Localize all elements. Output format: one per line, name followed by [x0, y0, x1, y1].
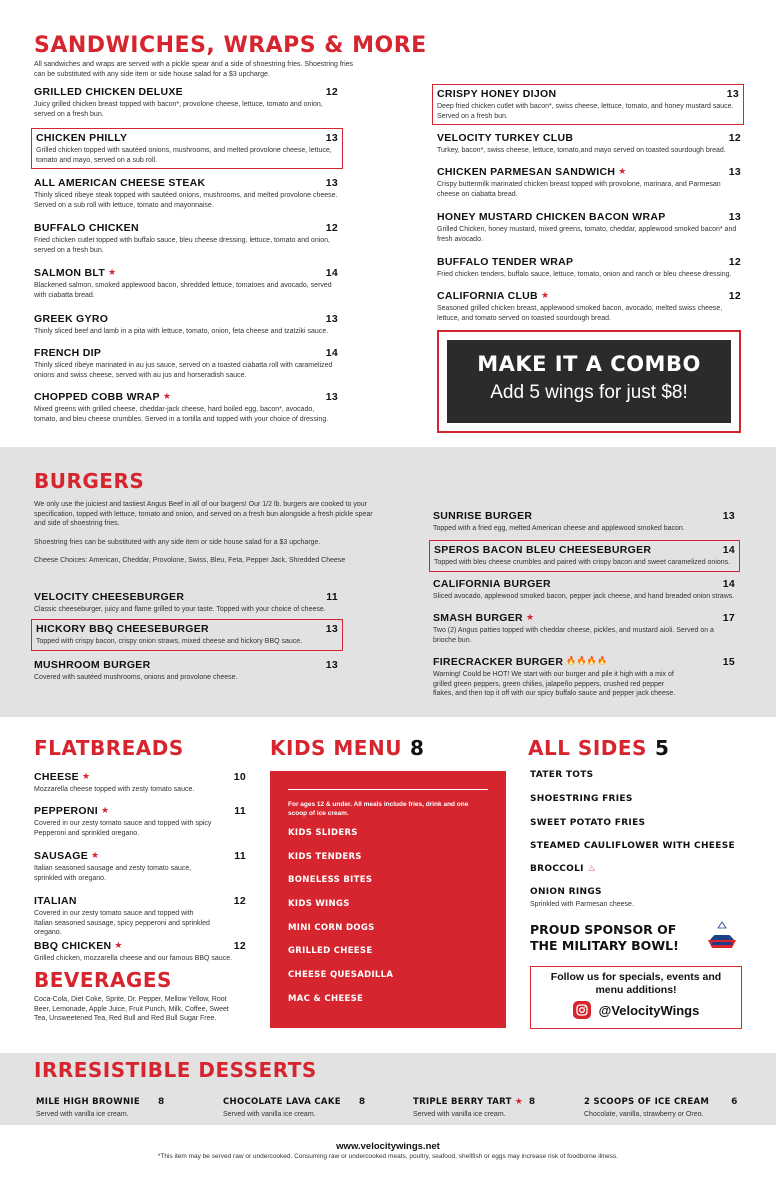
item-price: 13: [325, 177, 338, 189]
dessert-item: [584, 1091, 737, 1118]
item-price: 10: [233, 771, 246, 783]
item-price: 12: [728, 132, 741, 144]
pepper-icon: ♨: [587, 864, 597, 874]
item-name: CALIFORNIA CLUB: [437, 290, 538, 302]
item-name: BUFFALO CHICKEN: [34, 222, 139, 234]
item-description: Grilled Chicken, honey mustard, mixed greens, tomato, cheddar, applewood smoked bacon* and fresh avocado.: [437, 226, 737, 243]
kids-menu-title-text: KIDS MENU: [270, 736, 402, 760]
item-name: GREEK GYRO: [34, 313, 109, 325]
divider: [288, 789, 488, 790]
item-name: FRENCH DIP: [34, 347, 102, 359]
item-price: 11: [234, 805, 246, 817]
item-price: 6: [731, 1097, 738, 1107]
menu-item: [437, 211, 741, 244]
list-item: KIDS WINGS: [288, 899, 350, 910]
item-price: 12: [728, 290, 741, 302]
item-price: 14: [722, 578, 735, 590]
item-price: 13: [728, 211, 741, 223]
item-price: 12: [728, 256, 741, 268]
sides-title: [528, 736, 669, 760]
item-description: Grilled chicken topped with sautéed onions, mushrooms, and melted provolone cheese, lettuce, tomato and mayo, served on a sub roll.: [36, 147, 332, 164]
item-description: Served with vanilla ice cream.: [413, 1111, 506, 1118]
star-icon: ★: [618, 166, 627, 176]
item-price: 11: [326, 591, 338, 603]
list-item: MINI CORN DOGS: [288, 922, 375, 933]
item-price: 13: [728, 166, 741, 178]
instagram-handle: @VelocityWings: [598, 1002, 700, 1018]
item-name: VELOCITY TURKEY CLUB: [437, 132, 574, 144]
item-name: SPEROS BACON BLEU CHEESEBURGER: [434, 544, 652, 556]
item-name: FIRECRACKER BURGER: [433, 656, 564, 668]
list-item: GRILLED CHEESE: [288, 946, 373, 957]
instagram-icon: [573, 1001, 591, 1019]
menu-item: [437, 166, 741, 199]
menu-item: [34, 850, 246, 883]
list-item: MAC & CHEESE: [288, 993, 364, 1004]
beverages-title: BEVERAGES: [34, 968, 172, 992]
item-description: Warning! Could be HOT! We start with our burger and pile it high with a mix of grilled green peppers, green chilies, jalapeño peppers, crushed red pepper flakes, and then top it off with our spicy buffalo sauce and pepper jack cheese.: [433, 671, 676, 698]
menu-item: [34, 86, 338, 119]
item-price: 8: [528, 1097, 536, 1107]
burgers-intro-text: We only use the juiciest and tastiest Angus Beef in all of our burgers! Our 1/2 lb. burgers are cooked to your specification, topped with lettuce, tomato and onion, and served on a fresh bun alongside a fresh pickle spear and side of shoestring fries.: [34, 501, 373, 528]
item-price: 13: [325, 391, 338, 403]
menu-item-highlighted: [31, 619, 343, 651]
list-item-label: BROCCOLI: [530, 864, 584, 874]
item-description: Fried chicken cutlet topped with buffalo sauce, bleu cheese dressing, lettuce, tomato and onion, served on a fresh bun.: [34, 237, 330, 254]
item-price: 8: [358, 1097, 366, 1107]
item-description: Turkey, bacon*, swiss cheese, lettuce, tomato,and mayo served on toasted sourdough bread.: [437, 147, 726, 154]
item-price: 13: [722, 510, 735, 522]
item-name: CRISPY HONEY DIJON: [437, 88, 557, 100]
item-description: Chocolate, vanilla, strawberry or Oreo.: [584, 1111, 704, 1118]
combo-promo-panel: [447, 340, 731, 423]
item-name: CHICKEN PARMESAN SANDWICH: [437, 166, 616, 178]
flame-icon: 🔥🔥🔥🔥: [566, 656, 608, 665]
sponsor-text: [530, 922, 679, 954]
item-price: 13: [726, 88, 739, 100]
star-icon: ★: [114, 940, 123, 950]
star-icon: ★: [514, 1096, 523, 1106]
star-icon: ★: [100, 805, 110, 815]
item-price: 13: [325, 659, 338, 671]
item-name: SALMON BLT: [34, 267, 106, 279]
list-item: KIDS TENDERS: [288, 851, 362, 862]
item-description: Topped with crispy bacon, crispy onion straws, mixed cheese and hickory BBQ sauce.: [36, 638, 303, 645]
burgers-substitution-note: Shoestring fries can be substituted with any side item or side house salad for a $3 upcharge.: [34, 538, 321, 546]
list-item: [530, 864, 596, 874]
star-icon: ★: [91, 850, 100, 860]
item-description: Covered in our zesty tomato sauce and topped with spicy Pepperoni and sprinkled oregano.: [34, 820, 212, 837]
menu-item: [34, 313, 338, 337]
beverages-list: Coca-Cola, Diet Coke, Sprite, Dr. Pepper, Mellow Yellow, Root Beer, Lemonade, Apple Juice, Fruit Punch, Milk, Coffee, Sweet Tea, Unsweetened Tea, Red Bull and Red Bull Sugar Free.: [34, 996, 229, 1023]
item-name: BUFFALO TENDER WRAP: [437, 256, 574, 268]
sides-title-text: ALL SIDES: [528, 736, 647, 760]
menu-item: [433, 510, 735, 534]
item-description: Juicy grilled chicken breast topped with bacon*, provolone cheese, lettuce, tomato and onion, served on a fresh bun.: [34, 101, 323, 118]
list-item: ONION RINGS: [530, 887, 602, 897]
item-description: Sliced avocado, applewood smoked bacon, pepper jack cheese, and hand breaded onion straws.: [433, 593, 735, 600]
item-description: Topped with bleu cheese crumbles and paired with crispy bacon and sweet caramelized onions.: [434, 559, 731, 566]
item-description: Seasoned grilled chicken breast, applewood smoked bacon, avocado, melted swiss cheese, lettuce, and tomato served on toasted sourdough bread.: [437, 305, 723, 322]
menu-item: [34, 391, 338, 424]
instagram-link[interactable]: [531, 1001, 741, 1019]
item-price: 15: [722, 656, 735, 668]
item-price: 13: [325, 313, 338, 325]
item-price: 12: [325, 86, 338, 98]
list-item: BONELESS BITES: [288, 875, 373, 886]
item-description: Covered in our zesty tomato sauce and topped with Italian seasoned sausage, spicy pepperoni and sprinkled oregano.: [34, 910, 210, 937]
item-description: Grilled chicken, mozzarella cheese and our famous BBQ sauce.: [34, 955, 233, 962]
kids-menu-title: [270, 736, 424, 760]
item-name: MUSHROOM BURGER: [34, 659, 151, 671]
menu-item: [433, 578, 735, 602]
disclaimer: *This item may be served raw or undercooked. Consuming raw or undercooked meats, poultry, seafood, shellfish or eggs may increase risk of foodborne illness.: [157, 1153, 619, 1160]
item-name: 2 SCOOPS OF ICE CREAM: [584, 1097, 710, 1107]
website-link[interactable]: www.velocitywings.net: [336, 1141, 440, 1152]
item-description: Mixed greens with grilled cheese, cheddar-jack cheese, hard boiled egg, bacon*, avocado, tomato, and bleu cheese crumbles. Served in a tortilla and topped with your choice of dressing.: [34, 406, 329, 423]
item-description: Served with vanilla ice cream.: [223, 1111, 316, 1118]
item-description: Blackened salmon, smoked applewood bacon, shredded lettuce, tomatoes and avocado, served with ciabatta bread.: [34, 282, 332, 299]
item-description: Topped with a fried egg, melted American cheese and applewood smoked bacon.: [433, 525, 685, 532]
menu-item: [34, 347, 338, 380]
item-price: 13: [325, 132, 338, 144]
menu-item: [34, 267, 338, 300]
dessert-item: [223, 1091, 365, 1118]
item-description: Sprinkled with Parmesan cheese.: [530, 901, 634, 908]
item-description: Classic cheeseburger, juicy and flame grilled to your taste. Topped with your choice of cheese.: [34, 606, 326, 613]
item-price: 14: [325, 347, 338, 359]
sandwiches-intro: All sandwiches and wraps are served with a pickle spear and a side of shoestring fries. Shoestring fries can be substituted with any side item or side house salad for a $3 upcharge.: [34, 61, 354, 78]
menu-item: [34, 940, 246, 964]
list-item: STEAMED CAULIFLOWER WITH CHEESE: [530, 841, 735, 851]
menu-item: [437, 290, 741, 323]
combo-promo-box: [437, 330, 741, 433]
menu-item-highlighted: [429, 540, 740, 572]
military-bowl-logo: [704, 918, 740, 954]
list-item: CHEESE QUESADILLA: [288, 970, 394, 981]
sponsor-line-1: PROUD SPONSOR OF: [530, 922, 677, 937]
item-name: ITALIAN: [34, 895, 77, 907]
item-name: HONEY MUSTARD CHICKEN BACON WRAP: [437, 211, 666, 223]
item-name: ALL AMERICAN CHEESE STEAK: [34, 177, 206, 189]
item-price: 12: [233, 895, 246, 907]
item-price: 11: [234, 850, 246, 862]
item-description: Mozzarella cheese topped with zesty tomato sauce.: [34, 786, 195, 793]
menu-item: [34, 805, 246, 838]
item-description: Thinly sliced ribeye marinated in au jus sauce, served on a toasted ciabatta roll with caramelized onions and swiss cheese, served with au jus and horseradish sauce.: [34, 362, 333, 379]
kids-menu-note: For ages 12 & under. All meals include fries, drink and one scoop of ice cream.: [288, 801, 469, 817]
social-line-2: menu additions!: [595, 984, 677, 996]
social-line-1: Follow us for specials, events and: [550, 971, 722, 983]
dessert-item: [36, 1091, 164, 1118]
item-price: 8: [157, 1097, 165, 1107]
item-description: Two (2) Angus patties topped with cheddar cheese, pickles, and mustard aioli. Served on a brioche bun.: [433, 627, 714, 644]
item-name: SAUSAGE: [34, 850, 89, 862]
item-name: CHEESE: [34, 771, 79, 783]
menu-item: [34, 591, 338, 615]
item-description: Crispy buttermilk marinated chicken breast topped with provolone, marinara, and Parmesan cheese on ciabatta bread.: [437, 181, 721, 198]
item-name: TRIPLE BERRY TART: [413, 1097, 512, 1107]
item-price: 13: [325, 623, 338, 635]
item-price: 12: [233, 940, 246, 952]
item-price: 14: [722, 544, 735, 556]
list-item: SWEET POTATO FRIES: [530, 818, 646, 828]
item-name: MILE HIGH BROWNIE: [36, 1097, 140, 1107]
item-name: CHOPPED COBB WRAP: [34, 391, 160, 403]
menu-item: [437, 256, 741, 280]
social-box: [530, 966, 742, 1029]
item-name: CALIFORNIA BURGER: [433, 578, 551, 590]
item-description: Served with vanilla ice cream.: [36, 1111, 129, 1118]
item-description: Covered with sautéed mushrooms, onions and provolone cheese.: [34, 674, 238, 681]
list-item: SHOESTRING FRIES: [530, 794, 633, 804]
sides-price: 5: [654, 736, 670, 760]
desserts-title: IRRESISTIBLE DESSERTS: [34, 1058, 317, 1082]
menu-item: [34, 771, 246, 795]
item-description: Italian seasoned sausage and zesty tomato sauce, sprinkled with oregano.: [34, 865, 192, 882]
menu-item-highlighted: [31, 128, 343, 169]
combo-text: Add 5 wings for just $8!: [490, 382, 688, 403]
item-name: PEPPERONI: [34, 805, 98, 817]
menu-item: [34, 177, 338, 210]
list-item: KIDS SLIDERS: [288, 828, 358, 838]
menu-item: [34, 659, 338, 683]
menu-item: [34, 222, 338, 255]
kids-menu-price: 8: [409, 736, 425, 760]
item-name: GRILLED CHICKEN DELUXE: [34, 86, 183, 98]
item-price: 14: [325, 267, 338, 279]
item-description: Fried chicken tenders, buffalo sauce, lettuce, tomato, onion and ranch or bleu cheese dressing.: [437, 271, 732, 278]
star-icon: ★: [162, 391, 172, 401]
footer: [0, 1141, 776, 1160]
menu-item: [437, 132, 741, 156]
burgers-intro: [34, 500, 384, 575]
kids-menu-box: [270, 771, 506, 1028]
combo-title: MAKE IT A COMBO: [477, 352, 701, 376]
item-name: SMASH BURGER: [433, 612, 523, 624]
burgers-title: BURGERS: [34, 469, 145, 493]
sandwiches-title: SANDWICHES, WRAPS & MORE: [34, 33, 427, 58]
star-icon: ★: [540, 290, 550, 300]
star-icon: ★: [81, 771, 91, 781]
menu-item: [433, 656, 735, 699]
item-description: Thinly sliced ribeye steak topped with sautéed onions, mushrooms, and melted provolone cheese. Served on a sub roll with lettuce, tomato and mayonnaise.: [34, 192, 338, 209]
flatbreads-title: FLATBREADS: [34, 736, 184, 760]
cheese-choices: Cheese Choices: American, Cheddar, Provolone, Swiss, Bleu, Feta, Pepper Jack, Shredded Cheese: [34, 557, 346, 565]
menu-item: [433, 612, 735, 645]
item-description: Deep fried chicken cutlet with bacon*, swiss cheese, lettuce, tomato, and honey mustard sauce. Served on a fresh bun.: [437, 103, 734, 120]
sponsor-line-2: THE MILITARY BOWL!: [530, 938, 679, 953]
menu-item: [34, 895, 246, 938]
list-item: TATER TOTS: [530, 770, 594, 780]
menu-item-highlighted: [432, 84, 744, 125]
item-name: BBQ CHICKEN: [34, 940, 112, 952]
dessert-item: [413, 1091, 535, 1118]
item-name: SUNRISE BURGER: [433, 510, 533, 522]
item-price: 12: [325, 222, 338, 234]
item-name: HICKORY BBQ CHEESEBURGER: [36, 623, 209, 635]
item-name: VELOCITY CHEESEBURGER: [34, 591, 185, 603]
item-price: 17: [722, 612, 735, 624]
item-name: CHOCOLATE LAVA CAKE: [223, 1097, 341, 1107]
star-icon: ★: [525, 612, 535, 622]
item-description: Thinly sliced beef and lamb in a pita with lettuce, tomato, onion, feta cheese and tzatziki sauce.: [34, 328, 329, 335]
star-icon: ★: [108, 267, 117, 277]
item-name: CHICKEN PHILLY: [36, 132, 128, 144]
